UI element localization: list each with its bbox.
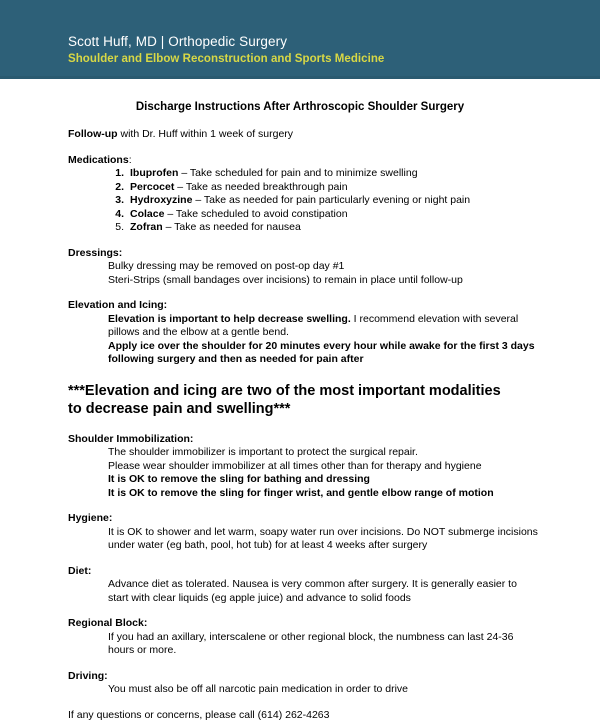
list-item [108, 167, 540, 181]
list-item [108, 221, 540, 235]
followup-text: with Dr. Huff within 1 week of surgery [117, 128, 294, 140]
section-heading-dressings: Dressings: [68, 246, 123, 259]
medication-number: 3. [115, 194, 124, 207]
medication-detail: – Take scheduled to avoid constipation [164, 207, 348, 220]
followup-label: Follow-up [68, 128, 118, 140]
followup-line [68, 128, 540, 142]
section-heading-hygiene: Hygiene: [68, 512, 113, 525]
list-item [108, 181, 540, 195]
list-item [108, 194, 540, 208]
section-heading-driving: Driving: [68, 669, 108, 682]
dressings-line-2: Steri-Strips (small bandages over incisions) to remain in place until follow-up [108, 273, 463, 286]
document-title: Discharge Instructions After Arthroscopic Shoulder Surgery [135, 101, 465, 113]
elevation-emphasis: Elevation is important to help decrease swelling. [108, 312, 351, 325]
section-heading-shoulder-immobilization: Shoulder Immobilization: [68, 432, 194, 445]
medication-number: 5. [115, 221, 124, 234]
medication-detail: – Take as needed breakthrough pain [174, 180, 348, 193]
icing-paragraph: Apply ice over the shoulder for 20 minutes every hour while awake for the first 3 days following surgery and then as needed for pain after [108, 339, 535, 366]
closing-contact-line: If any questions or concerns, please call (614) 262-4263 [68, 708, 330, 721]
regional-block-body: If you had an axillary, interscalene or other regional block, the numbness can last 24-36 hours or more. [108, 630, 514, 657]
letterhead-banner [0, 0, 600, 79]
medication-name: Hydroxyzine [130, 194, 193, 207]
medication-number: 2. [115, 180, 124, 193]
immobilization-line-3: It is OK to remove the sling for bathing and dressing [108, 473, 370, 486]
driving-body: You must also be off all narcotic pain medication in order to drive [108, 683, 409, 696]
section-heading-regional-block: Regional Block: [68, 617, 148, 630]
document-body [0, 101, 600, 722]
medication-detail: – Take scheduled for pain and to minimize swelling [178, 167, 418, 179]
medication-name: Colace [130, 207, 165, 220]
medication-name: Zofran [130, 221, 163, 234]
immobilization-line-2: Please wear shoulder immobilizer at all times other than for therapy and hygiene [108, 459, 482, 472]
medication-detail: – Take as needed for pain particularly evening or night pain [192, 194, 471, 207]
section-heading-medications [68, 154, 540, 168]
practice-specialty: Shoulder and Elbow Reconstruction and Sports Medicine [68, 53, 385, 65]
medication-number: 1. [115, 167, 124, 179]
important-callout: ***Elevation and icing are two of the most important modalities to decrease pain and swelling*** [68, 382, 501, 417]
practice-name: Scott Huff, MD | Orthopedic Surgery [68, 34, 288, 49]
immobilization-line-1: The shoulder immobilizer is important to protect the surgical repair. [108, 446, 418, 459]
medication-number: 4. [115, 207, 124, 220]
medication-list [68, 167, 540, 235]
elevation-detail: I recommend elevation with several pillows and the elbow at a gentle bend. [108, 312, 519, 339]
immobilization-line-4: It is OK to remove the sling for finger wrist, and gentle elbow range of motion [108, 486, 494, 499]
medication-name: Percocet [130, 180, 175, 193]
elevation-paragraph [68, 313, 540, 340]
section-heading-diet: Diet: [68, 564, 92, 577]
section-heading-elevation-icing: Elevation and Icing: [68, 299, 168, 312]
hygiene-body: It is OK to shower and let warm, soapy water run over incisions. Do NOT submerge incisions under water (eg bath, pool, hot tub) for at least 4 weeks after surgery [108, 525, 538, 552]
diet-body: Advance diet as tolerated. Nausea is very common after surgery. It is generally easier to start with clear liquids (eg apple juice) and advance to solid foods [108, 578, 517, 604]
medications-colon: : [128, 153, 132, 166]
medication-name: Ibuprofen [130, 167, 179, 179]
medication-detail: – Take as needed for nausea [162, 221, 301, 234]
dressings-line-1: Bulky dressing may be removed on post-op day #1 [108, 260, 345, 273]
medications-label: Medications [68, 153, 129, 166]
list-item [108, 208, 540, 222]
